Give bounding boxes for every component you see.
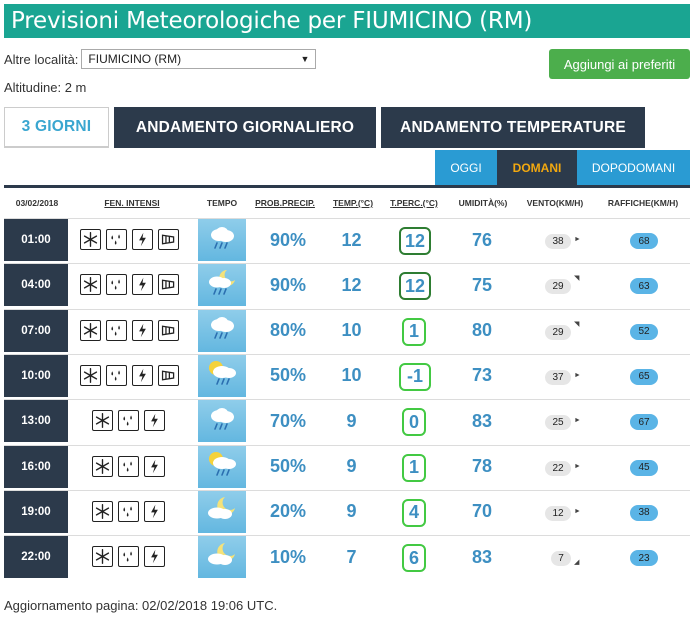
gust-badge: 52 — [630, 324, 658, 340]
time-cell: 16:00 — [4, 446, 68, 488]
snow-icon — [92, 501, 113, 522]
snow-icon — [92, 456, 113, 477]
wind-direction-icon: ► — [574, 371, 581, 379]
perceived-temp-value: 1 — [402, 454, 426, 482]
wind-sock-icon — [158, 365, 179, 386]
sun-cloud-rain-icon — [205, 449, 239, 484]
fen-intensi-icons — [92, 546, 165, 567]
temp-value: 10 — [341, 365, 362, 386]
cloud-rain-icon — [205, 313, 239, 348]
humidity-value: 78 — [471, 456, 493, 476]
snow-icon — [80, 320, 101, 341]
wind-direction-icon: ◥ — [574, 275, 580, 283]
fen-intensi-icons — [92, 410, 165, 431]
temp-value: 12 — [341, 229, 362, 250]
location-label: Altre località: — [4, 51, 79, 67]
wind-direction-icon: ► — [574, 417, 581, 425]
rain-icon — [106, 320, 127, 341]
table-divider — [4, 185, 690, 188]
update-footer: Aggiornamento pagina: 02/02/2018 19:06 UTC. — [4, 598, 278, 613]
gust-badge: 68 — [630, 233, 658, 249]
wind-speed-badge: 25 — [545, 415, 571, 430]
snow-icon — [92, 410, 113, 431]
page-header — [4, 4, 690, 38]
weather-cell — [198, 264, 246, 306]
rain-icon — [106, 365, 127, 386]
table-row — [4, 535, 690, 578]
add-favorites-button[interactable]: Aggiungi ai preferiti — [549, 49, 690, 79]
perceived-temp-value: 12 — [399, 272, 431, 300]
fen-intensi-icons — [92, 501, 165, 522]
temp-value: 9 — [346, 410, 357, 431]
table-row — [4, 354, 690, 397]
location-row — [4, 48, 316, 70]
rain-icon — [118, 501, 139, 522]
wind-speed-badge: 29 — [545, 279, 571, 294]
lightning-icon — [132, 229, 153, 250]
rain-icon — [118, 456, 139, 477]
fen-intensi-icons — [92, 456, 165, 477]
rain-icon — [106, 274, 127, 295]
humidity-value: 76 — [471, 229, 493, 250]
wind-speed-badge: 22 — [545, 461, 571, 476]
prob-precip-value: 10% — [269, 546, 307, 567]
fen-intensi-icons — [80, 320, 179, 341]
wind-direction-icon: ◥ — [574, 320, 580, 328]
lightning-icon — [144, 501, 165, 522]
gust-badge: 45 — [630, 460, 658, 476]
temp-value: 9 — [346, 501, 357, 522]
rain-icon — [118, 546, 139, 567]
table-row — [4, 218, 690, 261]
wind-speed-badge: 7 — [551, 551, 571, 566]
moon-cloud-icon — [205, 540, 239, 575]
chevron-down-icon: ▼ — [300, 54, 310, 64]
wind-sock-icon — [158, 274, 179, 295]
weather-cell — [198, 219, 246, 261]
snow-icon — [80, 229, 101, 250]
rain-icon — [118, 410, 139, 431]
header-vento: VENTO(KM/H) — [526, 198, 584, 208]
location-select[interactable] — [81, 49, 316, 69]
header-umidita: UMIDITÀ(%) — [458, 198, 508, 208]
header-fen-intensi: FEN. INTENSI — [104, 198, 160, 208]
tab-3-giorni[interactable]: 3 GIORNI — [4, 107, 109, 148]
wind-sock-icon — [158, 320, 179, 341]
snow-icon — [92, 546, 113, 567]
perceived-temp-value: 12 — [399, 227, 431, 255]
weather-cell — [198, 536, 246, 578]
moon-cloud-icon — [205, 494, 239, 529]
weather-cell — [198, 400, 246, 442]
time-cell: 10:00 — [4, 355, 68, 397]
table-row — [4, 399, 690, 442]
perceived-temp-value: 0 — [402, 408, 426, 436]
humidity-value: 80 — [471, 320, 493, 341]
wind-direction-icon: ► — [574, 462, 581, 470]
humidity-value: 70 — [471, 501, 493, 522]
wind-direction-icon: ► — [574, 236, 581, 243]
gust-badge: 67 — [630, 414, 658, 430]
weather-cell — [198, 355, 246, 397]
table-row — [4, 490, 690, 533]
wind-speed-badge: 29 — [545, 325, 571, 340]
header-prob-precip: PROB.PRECIP. — [255, 198, 315, 208]
tab-andamento-giornaliero[interactable]: ANDAMENTO GIORNALIERO — [114, 107, 376, 148]
time-cell: 13:00 — [4, 400, 68, 442]
prob-precip-value: 50% — [269, 456, 307, 476]
prob-precip-value: 90% — [269, 229, 307, 250]
temp-value: 10 — [341, 320, 362, 341]
snow-icon — [80, 274, 101, 295]
sun-cloud-rain-icon — [205, 358, 239, 393]
moon-cloud-rain-icon — [205, 268, 239, 303]
wind-speed-badge: 12 — [545, 506, 571, 521]
snow-icon — [80, 365, 101, 386]
cloud-rain-icon — [205, 404, 239, 439]
lightning-icon — [144, 456, 165, 477]
rain-icon — [106, 229, 127, 250]
temp-value: 12 — [341, 274, 362, 295]
temp-value: 7 — [346, 546, 357, 567]
humidity-value: 73 — [471, 365, 493, 386]
weather-cell — [198, 491, 246, 533]
header-raffiche: RAFFICHE(KM/H) — [607, 198, 679, 208]
lightning-icon — [132, 320, 153, 341]
cloud-rain-icon — [205, 223, 239, 258]
prob-precip-value: 20% — [269, 501, 307, 522]
gust-badge: 38 — [630, 505, 658, 521]
fen-intensi-icons — [80, 274, 179, 295]
table-row — [4, 445, 690, 488]
perceived-temp-value: 6 — [402, 544, 426, 572]
gust-badge: 63 — [630, 278, 658, 294]
prob-precip-value: 70% — [269, 410, 307, 431]
prob-precip-value: 80% — [269, 320, 307, 341]
wind-direction-icon: ► — [574, 507, 581, 515]
time-cell: 01:00 — [4, 219, 68, 261]
fen-intensi-icons — [80, 229, 179, 250]
humidity-value: 83 — [471, 410, 493, 431]
header-temp: TEMP.(°C) — [332, 198, 374, 208]
time-cell: 19:00 — [4, 491, 68, 533]
altitude-text: Altitudine: 2 m — [4, 80, 87, 95]
fen-intensi-icons — [80, 365, 179, 386]
lightning-icon — [132, 274, 153, 295]
wind-speed-badge: 37 — [545, 370, 571, 385]
gust-badge: 23 — [630, 550, 658, 566]
lightning-icon — [144, 546, 165, 567]
humidity-value: 83 — [471, 546, 493, 567]
prob-precip-value: 50% — [269, 365, 307, 386]
prob-precip-value: 90% — [269, 274, 307, 295]
location-select-value: FIUMICINO (RM) — [88, 52, 182, 66]
wind-direction-icon: ◢ — [574, 559, 580, 567]
header-date: 03/02/2018 — [15, 198, 59, 208]
weather-cell — [198, 310, 246, 352]
wind-sock-icon — [158, 229, 179, 250]
tab-andamento-temperature[interactable]: ANDAMENTO TEMPERATURE — [381, 107, 645, 148]
day-tab-dopodomani[interactable]: DOPODOMANI — [577, 150, 690, 185]
time-cell: 04:00 — [4, 264, 68, 306]
header-tempo: TEMPO — [206, 198, 238, 208]
perceived-temp-value: 1 — [402, 318, 426, 346]
day-tab-oggi[interactable]: OGGI — [435, 150, 497, 185]
weather-cell — [198, 446, 246, 488]
table-row — [4, 263, 690, 306]
gust-badge: 65 — [630, 369, 658, 385]
page-title: Previsioni Meteorologiche per FIUMICINO (RM) — [11, 8, 533, 34]
time-cell: 07:00 — [4, 310, 68, 352]
perceived-temp-value: -1 — [399, 363, 431, 391]
time-cell: 22:00 — [4, 536, 68, 578]
lightning-icon — [132, 365, 153, 386]
day-tab-domani[interactable]: DOMANI — [497, 150, 577, 185]
perceived-temp-value: 4 — [402, 499, 426, 527]
temp-value: 9 — [346, 456, 357, 476]
lightning-icon — [144, 410, 165, 431]
header-t-perc: T.PERC.(°C) — [390, 198, 438, 208]
humidity-value: 75 — [471, 274, 493, 295]
table-row — [4, 309, 690, 352]
wind-speed-badge: 38 — [545, 234, 571, 249]
